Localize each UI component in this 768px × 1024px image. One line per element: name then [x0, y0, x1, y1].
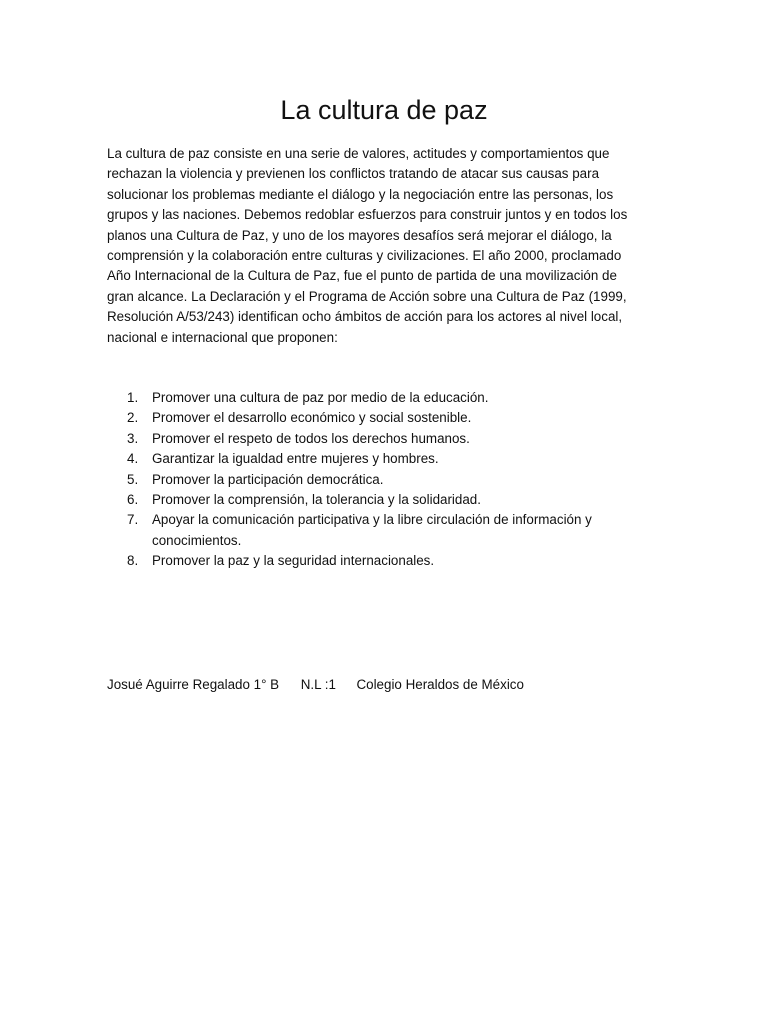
list-item: [107, 388, 647, 408]
list-item: [107, 429, 647, 449]
list-item-text: Promover una cultura de paz por medio de la educación.: [152, 390, 489, 405]
list-item: [107, 470, 647, 490]
author-name: Josué Aguirre Regalado 1° B: [107, 677, 280, 692]
list-item-text: Promover la participación democrática.: [152, 471, 384, 487]
list-item: [107, 551, 647, 571]
list-item-text: Promover el respeto de todos los derechos humanos.: [152, 430, 470, 446]
list-item-text: Apoyar la comunicación participativa y la libre circulación de información y conocimientos.: [152, 512, 592, 548]
list-item-number: 2.: [127, 410, 139, 426]
list-item-number: 3.: [127, 430, 139, 446]
list-item: [107, 408, 647, 428]
list-item-text: Promover el desarrollo económico y social sostenible.: [152, 410, 472, 426]
list-item-number: 6.: [127, 492, 139, 508]
list-item-number: 5.: [127, 471, 139, 487]
author-footer: [107, 675, 667, 695]
list-item-text: Garantizar la igualdad entre mujeres y hombres.: [152, 451, 439, 467]
list-item: [107, 510, 647, 551]
list-item-text: Promover la comprensión, la tolerancia y la solidaridad.: [152, 492, 481, 508]
list-item-number: 8.: [127, 553, 139, 569]
list-item-number: 4.: [127, 451, 139, 467]
list-item: [107, 449, 647, 469]
list-item-text: Promover la paz y la seguridad internacionales.: [152, 553, 435, 569]
intro-paragraph: La cultura de paz consiste en una serie de valores, actitudes y comportamientos que rechazan la violencia y previenen los conflictos tratando de atacar sus causas para solucionar los problemas mediante el diálogo y la negociación entre las personas, los grupos y las naciones. Debemos redoblar esfuerzos para construir juntos y en todos los planos una Cultura de Paz, y uno de los mayores desafíos será mejorar el diálogo, la comprensión y la colaboración entre culturas y civilizaciones. El año 2000, proclamado Año Internacional de la Cultura de Paz, fue el punto de partida de una movilización de gran alcance. La Declaración y el Programa de Acción sobre una Cultura de Paz (1999, Resolución A/53/243) identifican ocho ámbitos de acción para los actores al nivel local, nacional e internacional que proponen:: [107, 146, 628, 345]
school-name: Colegio Heraldos de México: [356, 677, 524, 692]
list-item-number: 7.: [127, 512, 139, 528]
list-item: [107, 490, 647, 510]
list-number: N.L :1: [300, 677, 336, 692]
list-item-number: 1.: [127, 390, 139, 405]
document-title: La cultura de paz: [280, 95, 488, 125]
action-areas-list: [107, 388, 647, 572]
